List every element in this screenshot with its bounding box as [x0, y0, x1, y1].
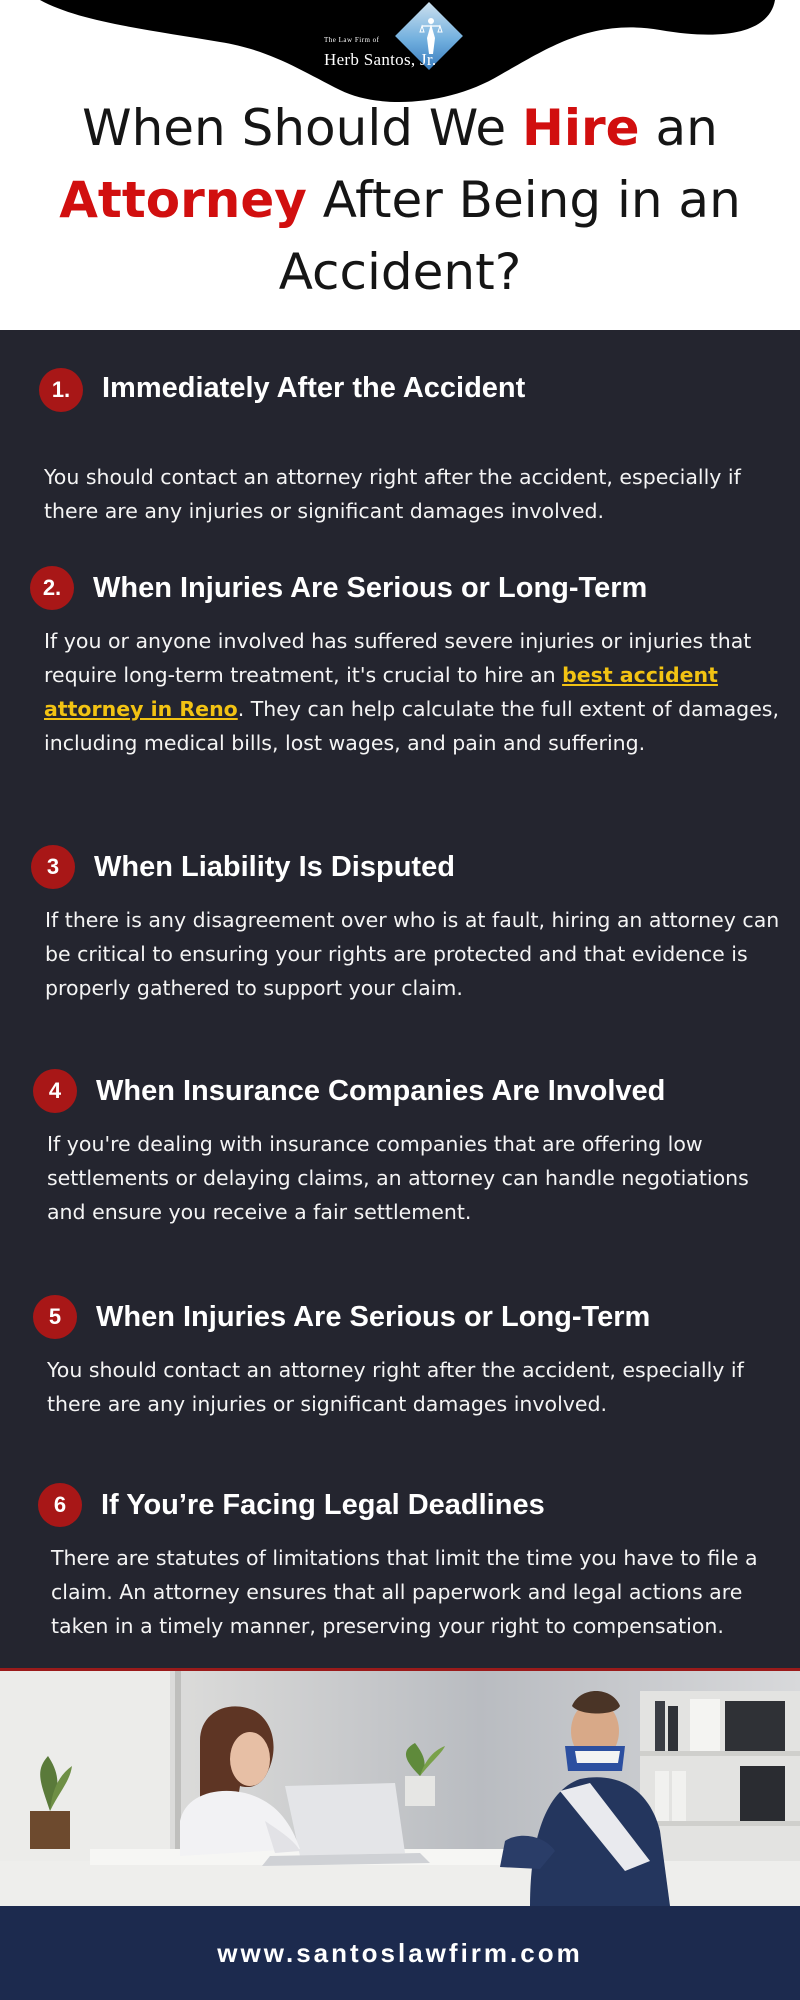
firm-logo[interactable] [320, 8, 480, 78]
consultation-photo [0, 1671, 800, 1906]
item-body: If you're dealing with insurance companies that are offering low settlements or delaying claims, an attorney can handle negotiations and ensure you receive a fair settlement. [47, 1132, 749, 1224]
item-body: If there is any disagreement over who is at fault, hiring an attorney can be critical to ensuring your rights are protected and that evidence is properly gathered to support your claim. [45, 908, 780, 1000]
number-badge: 3 [31, 845, 75, 889]
item-heading: Immediately After the Accident [102, 372, 526, 404]
logo-small-text: The Law Firm of [324, 36, 380, 44]
title-part-1: When Should We [82, 99, 523, 157]
title-highlight-attorney: Attorney [59, 171, 307, 229]
item-body: You should contact an attorney right after the accident, especially if there are any injuries or significant damages involved. [47, 1358, 744, 1416]
item-heading: When Insurance Companies Are Involved [96, 1075, 666, 1107]
item-body-text: If you or anyone involved has suffered severe injuries or injuries that require long-term treatment, it's crucial to hire an [44, 629, 752, 687]
item-heading: When Injuries Are Serious or Long-Term [93, 572, 648, 604]
page-title [40, 92, 760, 308]
best-accident-attorney-link[interactable]: best accident attorney in Reno [44, 663, 718, 721]
item-heading: When Injuries Are Serious or Long-Term [96, 1301, 651, 1333]
number-badge: 2. [30, 566, 74, 610]
website-url-link[interactable]: www.santoslawfirm.com [217, 1937, 583, 1968]
number-badge: 4 [33, 1069, 77, 1113]
item-body: You should contact an attorney right after the accident, especially if there are any injuries or significant damages involved. [44, 465, 741, 523]
header [0, 0, 800, 330]
footer [0, 1906, 800, 2000]
item-body-text-after: . They can help calculate the full extent of damages, including medical bills, lost wages, and pain and suffering. [44, 697, 780, 755]
item-body: There are statutes of limitations that limit the time you have to file a claim. An attorney ensures that all paperwork and legal actions are taken in a timely manner, preserving your right to compensation. [51, 1546, 758, 1638]
item-heading: When Liability Is Disputed [94, 851, 455, 883]
title-highlight-hire: Hire [522, 99, 640, 157]
logo-main-text: Herb Santos, Jr. [324, 50, 437, 69]
title-part-5: After Being in an Accident? [278, 171, 741, 301]
number-badge: 6 [38, 1483, 82, 1527]
number-badge: 1. [39, 368, 83, 412]
item-body [44, 624, 784, 760]
title-part-3: an [639, 99, 718, 157]
content-section [0, 330, 800, 1670]
office-scene-illustration [0, 1671, 800, 1906]
number-badge: 5 [33, 1295, 77, 1339]
item-heading: If You’re Facing Legal Deadlines [101, 1489, 545, 1521]
